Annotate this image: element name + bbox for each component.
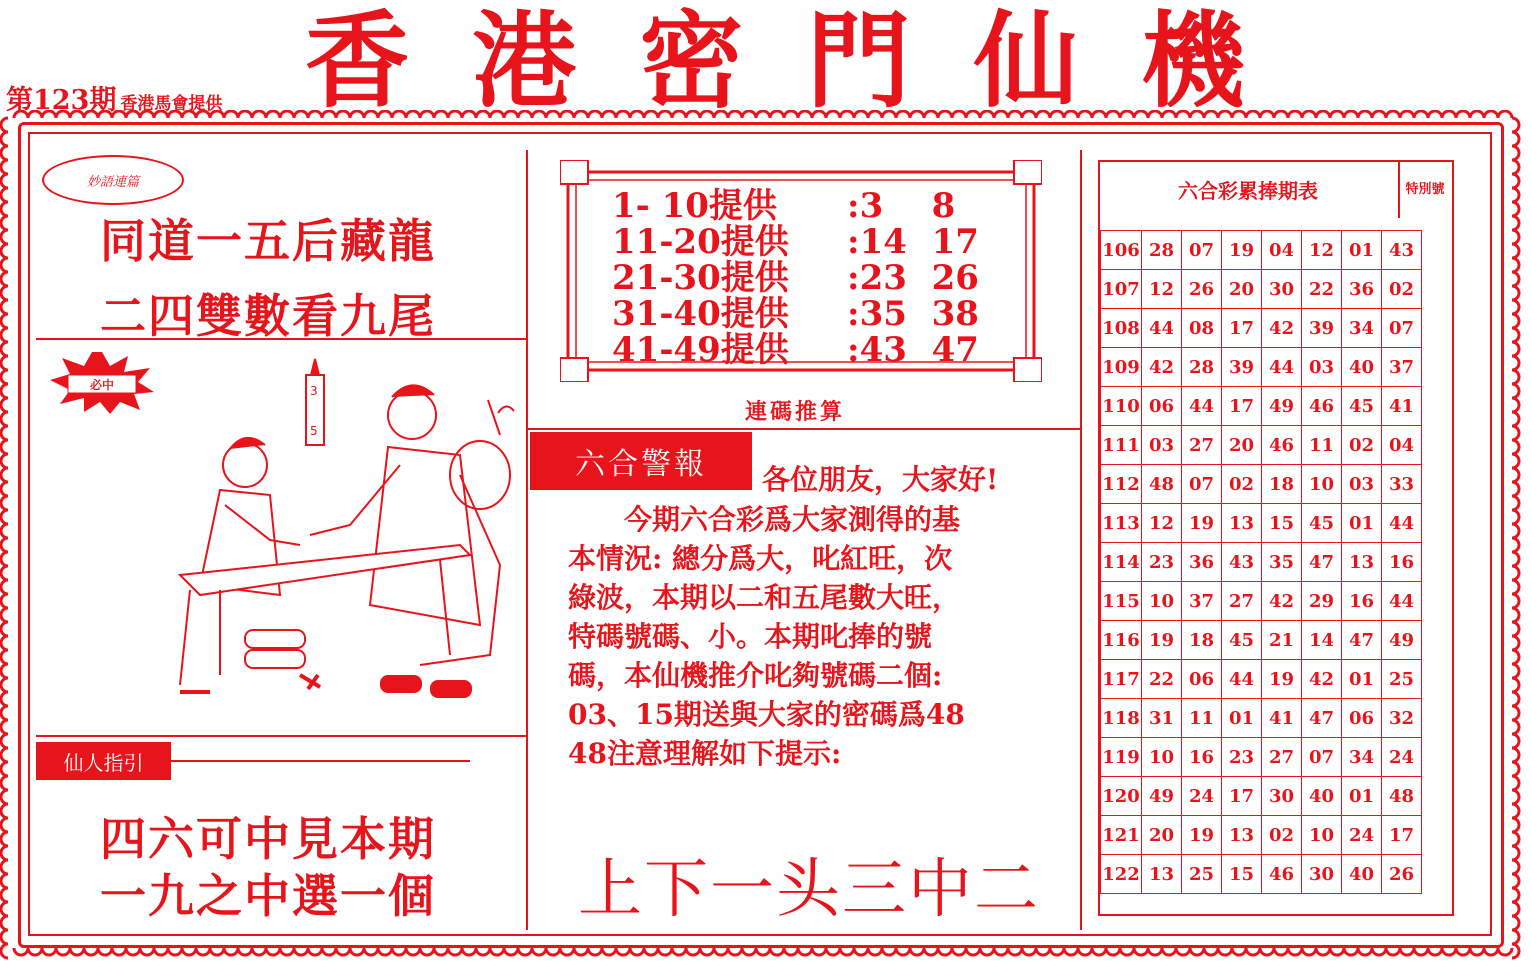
corner-ornament xyxy=(1014,160,1042,184)
number-cell: 10 xyxy=(1302,816,1342,855)
range-label: 41-49提供 xyxy=(612,330,789,370)
number-cell: 30 xyxy=(1302,855,1342,894)
range-value-a: 3 xyxy=(859,186,884,226)
paragraph-line: 今期六合彩爲大家測得的基 xyxy=(624,503,961,536)
number-cell: 01 xyxy=(1342,660,1382,699)
title-char: 香 xyxy=(305,0,410,122)
range-value-b: 38 xyxy=(931,294,979,334)
period-cell: 106 xyxy=(1101,231,1142,270)
number-cell: 12 xyxy=(1302,231,1342,270)
number-cell: 37 xyxy=(1182,582,1222,621)
number-cell: 23 xyxy=(1142,543,1182,582)
number-cell: 20 xyxy=(1222,270,1262,309)
number-cell: 27 xyxy=(1262,738,1302,777)
table-row xyxy=(1101,738,1422,777)
number-cell: 47 xyxy=(1342,621,1382,660)
paragraph-line: 48注意理解如下提示: xyxy=(568,737,842,770)
number-cell: 46 xyxy=(1262,426,1302,465)
number-cell: 45 xyxy=(1302,504,1342,543)
number-cell: 43 xyxy=(1222,543,1262,582)
special-number-label: 特別號 xyxy=(1405,181,1445,197)
number-cell: 42 xyxy=(1142,348,1182,387)
number-cell: 02 xyxy=(1222,465,1262,504)
guide-rule xyxy=(170,760,470,762)
table-row xyxy=(1101,816,1422,855)
range-colon: : xyxy=(847,330,860,370)
special-number-cell: 32 xyxy=(1382,699,1422,738)
range-label: 21-30提供 xyxy=(612,258,789,298)
range-label: 11-20提供 xyxy=(612,222,789,262)
special-number-cell: 43 xyxy=(1382,231,1422,270)
period-cell: 114 xyxy=(1101,543,1142,582)
number-cell: 44 xyxy=(1182,387,1222,426)
period-cell: 111 xyxy=(1101,426,1142,465)
number-cell: 42 xyxy=(1302,660,1342,699)
number-cell: 12 xyxy=(1142,270,1182,309)
title-char: 仙 xyxy=(973,0,1078,122)
number-cell: 44 xyxy=(1262,348,1302,387)
number-cell: 42 xyxy=(1262,582,1302,621)
special-number-cell: 49 xyxy=(1382,621,1422,660)
special-number-cell: 04 xyxy=(1382,426,1422,465)
number-cell: 15 xyxy=(1222,855,1262,894)
special-number-cell: 26 xyxy=(1382,855,1422,894)
table-row xyxy=(1101,465,1422,504)
number-cell: 22 xyxy=(1142,660,1182,699)
provider-label: 香港馬會提供 xyxy=(120,94,223,114)
number-cell: 19 xyxy=(1222,231,1262,270)
number-cell: 01 xyxy=(1342,504,1382,543)
special-number-cell: 44 xyxy=(1382,582,1422,621)
special-number-cell: 41 xyxy=(1382,387,1422,426)
title-char: 機 xyxy=(1140,0,1245,122)
number-cell: 41 xyxy=(1262,699,1302,738)
table-row xyxy=(1101,660,1422,699)
special-number-cell: 33 xyxy=(1382,465,1422,504)
number-cell: 19 xyxy=(1262,660,1302,699)
period-cell: 107 xyxy=(1101,270,1142,309)
forecast-paragraph xyxy=(568,500,1058,773)
burst-label: 必中 xyxy=(89,378,115,392)
number-cell: 08 xyxy=(1182,309,1222,348)
number-cell: 26 xyxy=(1182,270,1222,309)
period-cell: 116 xyxy=(1101,621,1142,660)
number-cell: 01 xyxy=(1222,699,1262,738)
title-char: 門 xyxy=(806,0,911,122)
table-row xyxy=(1101,699,1422,738)
number-cell: 49 xyxy=(1262,387,1302,426)
floor-mark xyxy=(180,690,210,694)
range-colon: : xyxy=(847,258,860,298)
number-cell: 17 xyxy=(1222,387,1262,426)
number-cell: 34 xyxy=(1342,738,1382,777)
number-cell: 44 xyxy=(1142,309,1182,348)
range-colon: : xyxy=(847,222,860,262)
number-cell: 19 xyxy=(1182,504,1222,543)
period-cell: 108 xyxy=(1101,309,1142,348)
poem-line-4: 一九之中選一個 xyxy=(100,869,436,923)
number-cell: 22 xyxy=(1302,270,1342,309)
period-cell: 115 xyxy=(1101,582,1142,621)
number-cell: 13 xyxy=(1222,816,1262,855)
oval-badge: 妙語連篇 xyxy=(42,155,184,205)
special-number-cell: 17 xyxy=(1382,816,1422,855)
period-cell: 121 xyxy=(1101,816,1142,855)
number-cell: 30 xyxy=(1262,777,1302,816)
divider-left xyxy=(526,150,528,930)
range-value-b: 26 xyxy=(931,258,979,298)
range-colon: : xyxy=(847,186,860,226)
number-cell: 10 xyxy=(1142,738,1182,777)
candle-label-top: 3 xyxy=(310,384,318,398)
number-cell: 10 xyxy=(1142,582,1182,621)
alarm-tab: 六合警報 xyxy=(530,432,752,490)
floor-stick xyxy=(430,680,472,698)
number-cell: 20 xyxy=(1142,816,1182,855)
floor-mark xyxy=(300,675,320,689)
number-cell: 42 xyxy=(1262,309,1302,348)
poem-line-1: 同道一五后藏龍 xyxy=(100,214,436,268)
number-cell: 45 xyxy=(1222,621,1262,660)
divider-left-mid xyxy=(36,735,526,737)
number-cell: 34 xyxy=(1342,309,1382,348)
table-row xyxy=(1101,387,1422,426)
number-cell: 49 xyxy=(1142,777,1182,816)
number-cell: 11 xyxy=(1182,699,1222,738)
special-number-cell: 16 xyxy=(1382,543,1422,582)
number-cell: 46 xyxy=(1262,855,1302,894)
corner-ornament xyxy=(1014,358,1042,382)
number-cell: 07 xyxy=(1182,231,1222,270)
table-row xyxy=(1101,270,1422,309)
number-cell: 04 xyxy=(1262,231,1302,270)
number-cell: 46 xyxy=(1302,387,1342,426)
range-value-a: 35 xyxy=(859,294,907,334)
special-number-cell: 37 xyxy=(1382,348,1422,387)
draw-table-title: 六合彩累捧期表 xyxy=(1098,160,1400,218)
table-row xyxy=(1101,777,1422,816)
range-label: 1- 10提供 xyxy=(612,186,777,226)
number-cell: 02 xyxy=(1262,816,1302,855)
issue-label: 第123期 xyxy=(6,85,117,116)
guide-tab: 仙人指引 xyxy=(36,742,171,780)
number-cell: 18 xyxy=(1262,465,1302,504)
number-cell: 19 xyxy=(1182,816,1222,855)
special-number-cell: 24 xyxy=(1382,738,1422,777)
range-row xyxy=(612,260,979,296)
paragraph-line: 03、15期送與大家的密碼爲48 xyxy=(568,698,965,731)
number-cell: 25 xyxy=(1182,855,1222,894)
table-row xyxy=(1101,621,1422,660)
number-cell: 28 xyxy=(1142,231,1182,270)
range-value-b: 8 xyxy=(931,186,956,226)
divider-mid xyxy=(526,428,1082,430)
range-row xyxy=(612,332,979,368)
number-cell: 28 xyxy=(1182,348,1222,387)
number-cell: 18 xyxy=(1182,621,1222,660)
number-cell: 06 xyxy=(1342,699,1382,738)
special-number-cell: 48 xyxy=(1382,777,1422,816)
number-cell: 47 xyxy=(1302,543,1342,582)
divider-right xyxy=(1080,150,1082,930)
period-cell: 117 xyxy=(1101,660,1142,699)
range-row xyxy=(612,296,979,332)
number-cell: 48 xyxy=(1142,465,1182,504)
number-cell: 40 xyxy=(1342,855,1382,894)
table-row xyxy=(1101,231,1422,270)
number-cell: 06 xyxy=(1182,660,1222,699)
number-cell: 19 xyxy=(1142,621,1182,660)
algo-caption: 連碼推算 xyxy=(745,399,846,425)
number-cell: 40 xyxy=(1342,348,1382,387)
range-row xyxy=(612,188,955,224)
number-cell: 45 xyxy=(1342,387,1382,426)
number-cell: 06 xyxy=(1142,387,1182,426)
number-cell: 11 xyxy=(1302,426,1342,465)
paragraph-line: 特碼號碼、小。本期叱捧的號 xyxy=(568,620,933,653)
number-cell: 03 xyxy=(1342,465,1382,504)
table-row xyxy=(1101,504,1422,543)
number-cell: 31 xyxy=(1142,699,1182,738)
table-row xyxy=(1101,426,1422,465)
range-value-a: 23 xyxy=(859,258,907,298)
range-value-a: 14 xyxy=(859,222,907,262)
number-cell: 13 xyxy=(1342,543,1382,582)
number-cell: 47 xyxy=(1302,699,1342,738)
number-cell: 03 xyxy=(1142,426,1182,465)
number-cell: 27 xyxy=(1222,582,1262,621)
special-number-cell: 07 xyxy=(1382,309,1422,348)
number-cell: 01 xyxy=(1342,777,1382,816)
number-cell: 24 xyxy=(1182,777,1222,816)
number-cell: 20 xyxy=(1222,426,1262,465)
poem-line-3: 四六可中見本期 xyxy=(100,812,436,866)
number-cell: 12 xyxy=(1142,504,1182,543)
number-cell: 16 xyxy=(1342,582,1382,621)
number-cell: 44 xyxy=(1222,660,1262,699)
table-row xyxy=(1101,582,1422,621)
paragraph-line: 綠波，本期以二和五尾數大旺， xyxy=(568,581,961,614)
number-cell: 30 xyxy=(1262,270,1302,309)
poem-line-2: 二四雙數看九尾 xyxy=(100,289,436,343)
number-cell: 07 xyxy=(1302,738,1342,777)
number-cell: 27 xyxy=(1182,426,1222,465)
range-label: 31-40提供 xyxy=(612,294,789,334)
verdict-text: 上下一头三中二 xyxy=(578,853,1040,927)
page-title xyxy=(305,0,1245,122)
number-cell: 10 xyxy=(1302,465,1342,504)
number-cell: 01 xyxy=(1342,231,1382,270)
number-cell: 39 xyxy=(1302,309,1342,348)
number-cell: 36 xyxy=(1182,543,1222,582)
period-cell: 118 xyxy=(1101,699,1142,738)
paragraph-line: 本情況: 總分爲大，叱紅旺，次 xyxy=(568,542,953,575)
number-cell: 16 xyxy=(1182,738,1222,777)
number-cell: 21 xyxy=(1262,621,1302,660)
title-char: 港 xyxy=(472,0,577,122)
period-cell: 119 xyxy=(1101,738,1142,777)
special-number-cell: 44 xyxy=(1382,504,1422,543)
table-row xyxy=(1101,309,1422,348)
range-colon: : xyxy=(847,294,860,334)
number-cell: 23 xyxy=(1222,738,1262,777)
range-row xyxy=(612,224,979,260)
range-value-b: 17 xyxy=(931,222,979,262)
number-cell: 15 xyxy=(1262,504,1302,543)
corner-ornament xyxy=(560,358,588,382)
range-value-a: 43 xyxy=(859,330,907,370)
number-cell: 02 xyxy=(1342,426,1382,465)
special-number-cell: 25 xyxy=(1382,660,1422,699)
number-cell: 36 xyxy=(1342,270,1382,309)
number-cell: 07 xyxy=(1182,465,1222,504)
draw-history-table xyxy=(1100,230,1422,894)
greeting: 各位朋友，大家好! xyxy=(762,463,999,496)
special-number-cell: 02 xyxy=(1382,270,1422,309)
period-cell: 113 xyxy=(1101,504,1142,543)
number-cell: 24 xyxy=(1342,816,1382,855)
title-char: 密 xyxy=(639,0,744,122)
paragraph-line: 碼，本仙機推介叱夠號碼二個: xyxy=(568,659,943,692)
floor-stick xyxy=(380,675,422,693)
table-row xyxy=(1101,543,1422,582)
number-cell: 39 xyxy=(1222,348,1262,387)
number-cell: 13 xyxy=(1222,504,1262,543)
period-cell: 110 xyxy=(1101,387,1142,426)
fortune-teller-illustration xyxy=(160,355,520,705)
period-cell: 122 xyxy=(1101,855,1142,894)
number-cell: 29 xyxy=(1302,582,1342,621)
number-cell: 14 xyxy=(1302,621,1342,660)
number-cell: 03 xyxy=(1302,348,1342,387)
table-row xyxy=(1101,348,1422,387)
number-cell: 17 xyxy=(1222,777,1262,816)
period-cell: 120 xyxy=(1101,777,1142,816)
number-cell: 17 xyxy=(1222,309,1262,348)
candle-label-bottom: 5 xyxy=(310,424,318,438)
period-cell: 109 xyxy=(1101,348,1142,387)
number-cell: 35 xyxy=(1262,543,1302,582)
starburst-badge xyxy=(50,352,155,414)
number-cell: 40 xyxy=(1302,777,1342,816)
number-cell: 13 xyxy=(1142,855,1182,894)
corner-ornament xyxy=(560,160,588,184)
period-cell: 112 xyxy=(1101,465,1142,504)
table-row xyxy=(1101,855,1422,894)
range-value-b: 47 xyxy=(931,330,979,370)
